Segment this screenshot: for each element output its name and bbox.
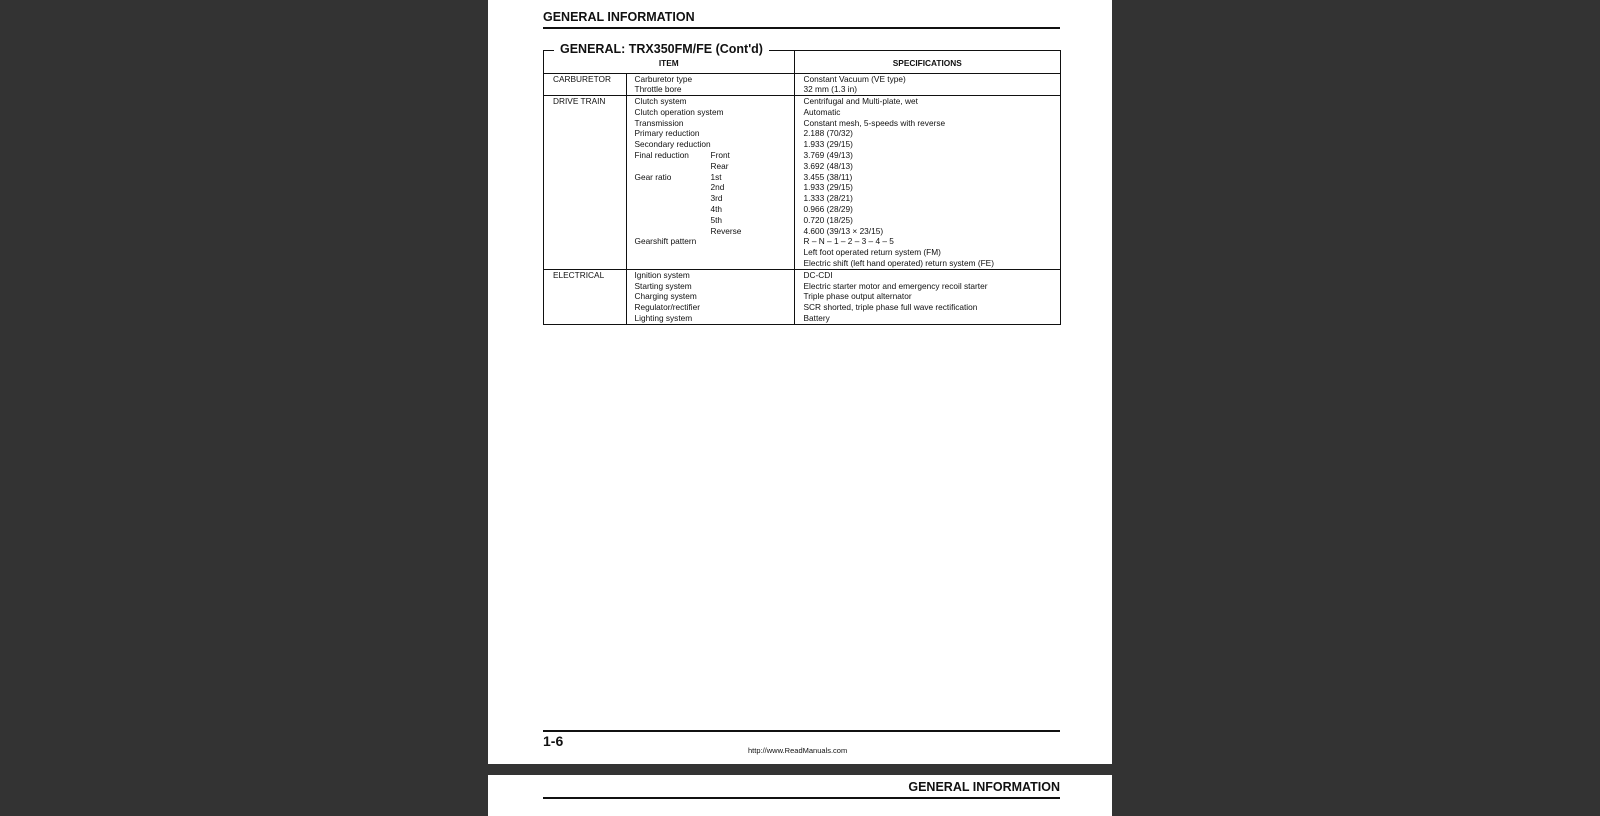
spec-value: 32 mm (1.3 in) (803, 84, 857, 95)
spec-value: 4.600 (39/13 × 23/15) (803, 225, 884, 236)
spec-value: 0.966 (28/29) (803, 204, 853, 215)
spec-value: 3.455 (38/11) (803, 171, 853, 182)
sub-item-label: 5th (710, 214, 723, 225)
spec-value: Left foot operated return system (FM) (803, 247, 941, 258)
spec-value: Battery (803, 313, 830, 324)
spec-value: 0.720 (18/25) (803, 214, 853, 225)
item-label: Ignition system (634, 269, 690, 280)
spec-value: Automatic (803, 106, 841, 117)
source-url: http://www.ReadManuals.com (748, 746, 848, 755)
spec-value: 3.769 (49/13) (803, 150, 853, 161)
spec-value: DC-CDI (803, 269, 833, 280)
spec-value: 3.692 (48/13) (803, 160, 853, 171)
item-cell (626, 73, 794, 96)
item-label: Transmission (634, 117, 684, 128)
manual-page (488, 0, 1112, 764)
page-header: GENERAL INFORMATION (543, 780, 1060, 799)
spec-table (544, 51, 1060, 324)
spec-value: Constant mesh, 5-speeds with reverse (803, 117, 946, 128)
sub-item-label: Reverse (710, 225, 742, 236)
spec-value: 1.933 (29/15) (803, 182, 853, 193)
item-label: Charging system (634, 291, 697, 302)
spec-value: Centrifugal and Multi-plate, wet (803, 96, 918, 107)
item-label: Clutch operation system (634, 106, 724, 117)
section-label-drive-train: DRIVE TRAIN (544, 96, 626, 270)
item-label: Clutch system (634, 96, 687, 107)
item-label: Carburetor type (634, 73, 693, 84)
footer-rule (543, 730, 1060, 732)
spec-cell (794, 269, 1060, 323)
item-label: Regulator/rectifier (634, 302, 700, 313)
item-label: Lighting system (634, 313, 693, 324)
item-label: Secondary reduction (634, 139, 711, 150)
sub-item-label: Rear (710, 160, 729, 171)
item-cell (626, 269, 794, 323)
spec-cell (794, 73, 1060, 96)
spec-value: SCR shorted, triple phase full wave rectification (803, 302, 978, 313)
item-label: Gear ratio (634, 171, 672, 182)
page-header: GENERAL INFORMATION (543, 10, 1060, 29)
section-label-carburetor: CARBURETOR (544, 73, 626, 96)
column-header-item: ITEM (544, 51, 794, 73)
spec-value: Electric starter motor and emergency recoil starter (803, 280, 988, 291)
column-header-specifications: SPECIFICATIONS (892, 57, 962, 68)
next-manual-page (488, 775, 1112, 816)
spec-value: 2.188 (70/32) (803, 128, 853, 139)
item-label: Gearshift pattern (634, 236, 697, 247)
page-number: 1-6 (543, 733, 564, 749)
item-label: Primary reduction (634, 128, 700, 139)
table-row (544, 269, 1060, 323)
sub-item-label: 3rd (710, 193, 723, 204)
item-label: Throttle bore (634, 84, 682, 95)
sub-item-label: 1st (710, 171, 722, 182)
spec-value: R – N – 1 – 2 – 3 – 4 – 5 (803, 236, 894, 247)
spec-value: 1.933 (29/15) (803, 139, 853, 150)
spec-value: Triple phase output alternator (803, 291, 912, 302)
item-label: Starting system (634, 280, 692, 291)
section-title: GENERAL: TRX350FM/FE (Cont'd) (554, 42, 769, 57)
section-label-electrical: ELECTRICAL (544, 269, 626, 323)
item-label: Final reduction (634, 150, 689, 161)
sub-item-label: 2nd (710, 182, 725, 193)
spec-value: 1.333 (28/21) (803, 193, 853, 204)
table-row (544, 73, 1060, 96)
spec-table-frame (543, 42, 1061, 325)
table-row (544, 96, 1060, 270)
spec-value: Constant Vacuum (VE type) (803, 73, 906, 84)
spec-value: Electric shift (left hand operated) return system (FE) (803, 258, 994, 269)
sub-item-label: 4th (710, 204, 723, 215)
sub-item-label: Front (710, 150, 730, 161)
item-cell (626, 96, 794, 270)
spec-cell (794, 96, 1060, 270)
